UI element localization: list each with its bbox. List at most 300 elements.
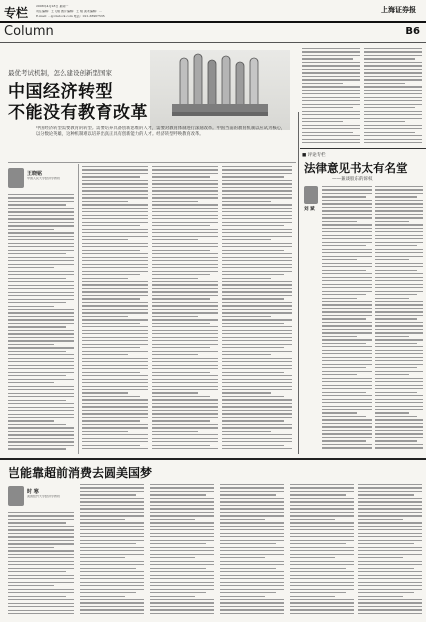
text-line [375, 388, 423, 389]
text-line [322, 385, 372, 386]
text-line [150, 512, 214, 513]
text-line [8, 554, 74, 555]
text-line [222, 264, 292, 265]
text-line [150, 529, 214, 530]
lead-intro: 中国经济转型需要教育的转型。需要培养具备创新思维的人才，需要对教育体制进行深刻改革。中国当前的教育机制以应试为核心，以分数论英雄，这种机制难以培养出真正具有创新能力的人才。经济转型呼唤教育改革。 [36, 126, 286, 137]
text-line [358, 529, 422, 530]
text-line [8, 610, 74, 611]
bottom-body-col-3 [150, 484, 214, 620]
text-line [8, 243, 74, 244]
text-line [220, 602, 284, 603]
text-line [150, 536, 214, 537]
text-line [322, 189, 372, 190]
text-line [8, 239, 74, 240]
text-line [152, 246, 218, 247]
text-line [8, 246, 74, 247]
text-line [220, 487, 284, 488]
lead-body-col-2 [82, 166, 148, 454]
text-line [322, 325, 372, 326]
text-line [150, 564, 214, 565]
paper-name: 上海证券报 [381, 5, 416, 14]
text-line [82, 305, 148, 306]
text-line [302, 90, 360, 91]
text-line [82, 271, 148, 272]
text-line [80, 609, 144, 610]
text-line [152, 382, 218, 383]
text-line [322, 266, 372, 267]
text-line [322, 343, 366, 344]
text-line [80, 561, 144, 562]
text-line [150, 501, 214, 502]
text-line [222, 236, 292, 237]
text-line [322, 444, 372, 445]
text-line [8, 229, 54, 230]
text-line [322, 378, 372, 379]
text-line [222, 201, 271, 202]
text-line [322, 210, 372, 211]
text-line [364, 83, 405, 84]
text-line [375, 284, 423, 285]
text-line [375, 203, 423, 204]
text-line [82, 284, 148, 285]
text-line [152, 166, 218, 167]
text-line [222, 399, 292, 400]
text-line [220, 585, 284, 586]
text-line [364, 97, 422, 98]
text-line [322, 263, 372, 264]
text-line [290, 494, 346, 495]
text-line [222, 173, 292, 174]
text-line [80, 498, 144, 499]
text-line [375, 433, 423, 434]
text-line [322, 440, 366, 441]
text-line [80, 536, 144, 537]
text-line [152, 239, 198, 240]
text-line [322, 273, 372, 274]
text-line [375, 228, 423, 229]
text-line [8, 215, 74, 216]
header-rule [0, 21, 426, 23]
text-line [8, 208, 74, 209]
section-header [0, 0, 426, 48]
text-line [82, 246, 148, 247]
text-line [302, 65, 360, 66]
text-line [375, 412, 409, 413]
text-line [302, 135, 360, 136]
text-line [322, 200, 372, 201]
text-line [150, 609, 214, 610]
text-line [8, 306, 54, 307]
text-line [8, 431, 74, 432]
text-line [8, 299, 74, 300]
text-line [364, 107, 415, 108]
text-line [220, 533, 284, 534]
text-line [152, 372, 210, 373]
test-tubes-illustration [150, 50, 290, 130]
lead-body-col-4 [222, 166, 292, 454]
text-line [220, 498, 284, 499]
text-line [152, 218, 218, 219]
text-line [364, 142, 422, 143]
text-line [82, 319, 148, 320]
text-line [322, 298, 357, 299]
text-line [375, 315, 423, 316]
text-line [358, 589, 422, 590]
text-line [358, 596, 403, 597]
text-line [220, 575, 284, 576]
text-line [152, 211, 218, 212]
text-line [290, 505, 354, 506]
text-line [322, 318, 366, 319]
text-line [220, 596, 265, 597]
text-line [8, 260, 74, 261]
text-line [222, 386, 292, 387]
text-line [150, 547, 214, 548]
text-line [290, 512, 354, 513]
text-line [290, 498, 354, 499]
text-line [290, 609, 354, 610]
text-line [82, 180, 148, 181]
text-line [290, 536, 354, 537]
header-rule-2 [0, 42, 426, 43]
text-line [220, 505, 284, 506]
text-line [222, 330, 292, 331]
text-line [302, 51, 360, 52]
text-line [80, 564, 144, 565]
text-line [8, 417, 74, 418]
text-line [80, 613, 144, 614]
text-line [152, 413, 218, 414]
text-line [8, 568, 74, 569]
text-line [82, 330, 148, 331]
text-line [290, 596, 335, 597]
text-line [220, 512, 284, 513]
text-line [152, 291, 218, 292]
text-line [8, 578, 74, 579]
text-line [8, 309, 74, 310]
text-line [82, 201, 128, 202]
text-line [152, 406, 218, 407]
text-line [222, 351, 292, 352]
text-line [8, 589, 74, 590]
text-line [82, 386, 148, 387]
text-line [322, 419, 372, 420]
text-line [150, 543, 206, 544]
lead-body-col-3 [152, 166, 218, 454]
bottom-title: 岂能靠超前消费去圆美国梦 [8, 466, 153, 480]
text-line [222, 250, 284, 251]
text-line [222, 295, 292, 296]
text-line [375, 311, 423, 312]
text-line [152, 236, 218, 237]
text-line [222, 323, 284, 324]
text-line [375, 231, 423, 232]
text-line [302, 121, 343, 122]
text-line [220, 582, 284, 583]
text-line [8, 302, 66, 303]
text-line [152, 445, 210, 446]
right-top-col-1 [302, 48, 360, 146]
text-line [82, 347, 140, 348]
text-line [322, 402, 372, 403]
text-line [375, 381, 423, 382]
text-line [375, 385, 423, 386]
text-line [82, 190, 148, 191]
text-line [152, 295, 218, 296]
text-line [290, 557, 335, 558]
text-line [358, 522, 422, 523]
text-line [222, 243, 292, 244]
text-line [8, 379, 74, 380]
text-line [80, 547, 144, 548]
text-line [8, 361, 74, 362]
text-line [222, 274, 284, 275]
text-line [82, 302, 148, 303]
text-line [322, 322, 372, 323]
text-line [290, 529, 354, 530]
text-line [322, 437, 372, 438]
text-line [322, 399, 372, 400]
text-line [375, 419, 423, 420]
text-line [302, 93, 360, 94]
text-line [375, 193, 423, 194]
text-line [8, 225, 74, 226]
text-line [364, 104, 422, 105]
text-line [290, 589, 354, 590]
text-line [152, 201, 198, 202]
text-line [302, 97, 360, 98]
text-line [375, 186, 423, 187]
text-line [80, 582, 144, 583]
text-line [358, 533, 422, 534]
bottom-body-col-2 [80, 484, 144, 620]
text-line [80, 585, 144, 586]
text-line [222, 347, 284, 348]
text-line [290, 547, 354, 548]
right-author-name: 刘 斌 [304, 207, 315, 212]
text-line [322, 207, 372, 208]
text-line [302, 128, 360, 129]
text-line [82, 445, 140, 446]
text-line [152, 215, 218, 216]
text-line [82, 260, 148, 261]
text-line [8, 547, 54, 548]
text-line [322, 350, 372, 351]
text-line [222, 441, 292, 442]
text-line [80, 606, 144, 607]
text-line [8, 407, 74, 408]
text-line [150, 505, 214, 506]
intro-rule [8, 162, 296, 163]
text-line [222, 410, 292, 411]
text-line [80, 599, 144, 600]
text-line [375, 266, 423, 267]
text-line [82, 406, 148, 407]
text-line [82, 257, 148, 258]
text-line [8, 271, 74, 272]
text-line [152, 271, 218, 272]
text-line [302, 79, 360, 80]
text-line [364, 48, 422, 49]
text-line [152, 243, 218, 244]
text-line [375, 217, 423, 218]
text-line [302, 76, 360, 77]
text-line [220, 529, 284, 530]
text-line [222, 284, 292, 285]
text-line [358, 557, 403, 558]
text-line [302, 107, 353, 108]
text-line [222, 309, 292, 310]
text-line [8, 194, 74, 195]
text-line [375, 224, 423, 225]
text-line [375, 406, 423, 407]
text-line [322, 224, 372, 225]
text-line [375, 399, 423, 400]
bottom-body-col-4 [220, 484, 284, 620]
text-line [322, 231, 372, 232]
text-line [358, 505, 422, 506]
text-line [364, 132, 415, 133]
text-line [82, 222, 148, 223]
text-line [364, 111, 422, 112]
text-line [80, 487, 144, 488]
text-line [222, 229, 292, 230]
text-line [152, 253, 218, 254]
text-line [152, 316, 198, 317]
text-line [222, 183, 292, 184]
text-line [82, 309, 148, 310]
text-line [222, 340, 292, 341]
text-line [322, 353, 372, 354]
text-line [222, 424, 292, 425]
text-line [8, 197, 74, 198]
text-line [80, 491, 144, 492]
text-line [8, 599, 74, 600]
text-line [290, 561, 354, 562]
text-line [82, 316, 128, 317]
text-line [222, 253, 292, 254]
text-line [82, 204, 148, 205]
text-line [8, 333, 74, 334]
text-line [8, 375, 66, 376]
text-line [322, 238, 372, 239]
text-line [82, 264, 148, 265]
right-author-photo [304, 186, 318, 204]
text-line [222, 180, 292, 181]
text-line [222, 361, 292, 362]
text-line [222, 239, 271, 240]
text-line [322, 360, 372, 361]
text-line [220, 554, 284, 555]
text-line [290, 501, 354, 502]
text-line [364, 125, 422, 126]
text-line [222, 316, 271, 317]
text-line [80, 602, 144, 603]
text-line [82, 197, 148, 198]
text-line [375, 325, 423, 326]
text-line [152, 379, 218, 380]
text-line [222, 305, 292, 306]
text-line [375, 308, 423, 309]
text-line [358, 613, 422, 614]
text-line [375, 364, 423, 365]
text-line [222, 372, 284, 373]
text-line [322, 392, 366, 393]
text-line [222, 208, 292, 209]
text-line [364, 65, 422, 66]
text-line [82, 211, 148, 212]
text-line [220, 515, 284, 516]
text-line [375, 371, 423, 372]
text-line [222, 246, 292, 247]
text-line [152, 403, 218, 404]
page-number: B6 [405, 26, 420, 37]
text-line [322, 339, 372, 340]
text-line [82, 312, 148, 313]
text-line [358, 547, 422, 548]
text-line [152, 298, 210, 299]
text-line [290, 575, 354, 576]
text-line [8, 236, 74, 237]
text-line [322, 430, 372, 431]
text-line [222, 427, 292, 428]
text-line [152, 187, 218, 188]
text-line [222, 406, 292, 407]
text-line [290, 491, 354, 492]
text-line [82, 326, 148, 327]
text-line [322, 280, 372, 281]
text-line [82, 434, 148, 435]
text-line [358, 487, 422, 488]
text-line [375, 221, 409, 222]
right-body-col-2 [375, 186, 423, 452]
lead-title-line2: 不能没有教育改革 [8, 103, 148, 123]
text-line [322, 395, 372, 396]
text-line [152, 281, 218, 282]
text-line [80, 515, 144, 516]
text-line [375, 280, 423, 281]
text-line [82, 229, 148, 230]
text-line [220, 592, 276, 593]
text-line [358, 592, 414, 593]
text-line [150, 592, 206, 593]
text-line [358, 578, 422, 579]
text-line [290, 564, 354, 565]
text-line [358, 491, 422, 492]
text-line [222, 392, 271, 393]
text-line [152, 347, 210, 348]
text-line [8, 232, 74, 233]
text-line [222, 438, 292, 439]
text-line [302, 86, 360, 87]
text-line [222, 375, 292, 376]
text-line [8, 564, 74, 565]
text-line [222, 166, 292, 167]
text-line [8, 561, 74, 562]
text-line [82, 358, 148, 359]
right-story [300, 150, 426, 455]
text-line [290, 519, 335, 520]
text-line [375, 235, 423, 236]
text-line [290, 484, 354, 485]
text-line [290, 606, 354, 607]
text-line [322, 186, 372, 187]
text-line [364, 58, 415, 59]
text-line [358, 501, 422, 502]
text-line [358, 564, 422, 565]
text-line [220, 543, 276, 544]
text-line [290, 613, 354, 614]
